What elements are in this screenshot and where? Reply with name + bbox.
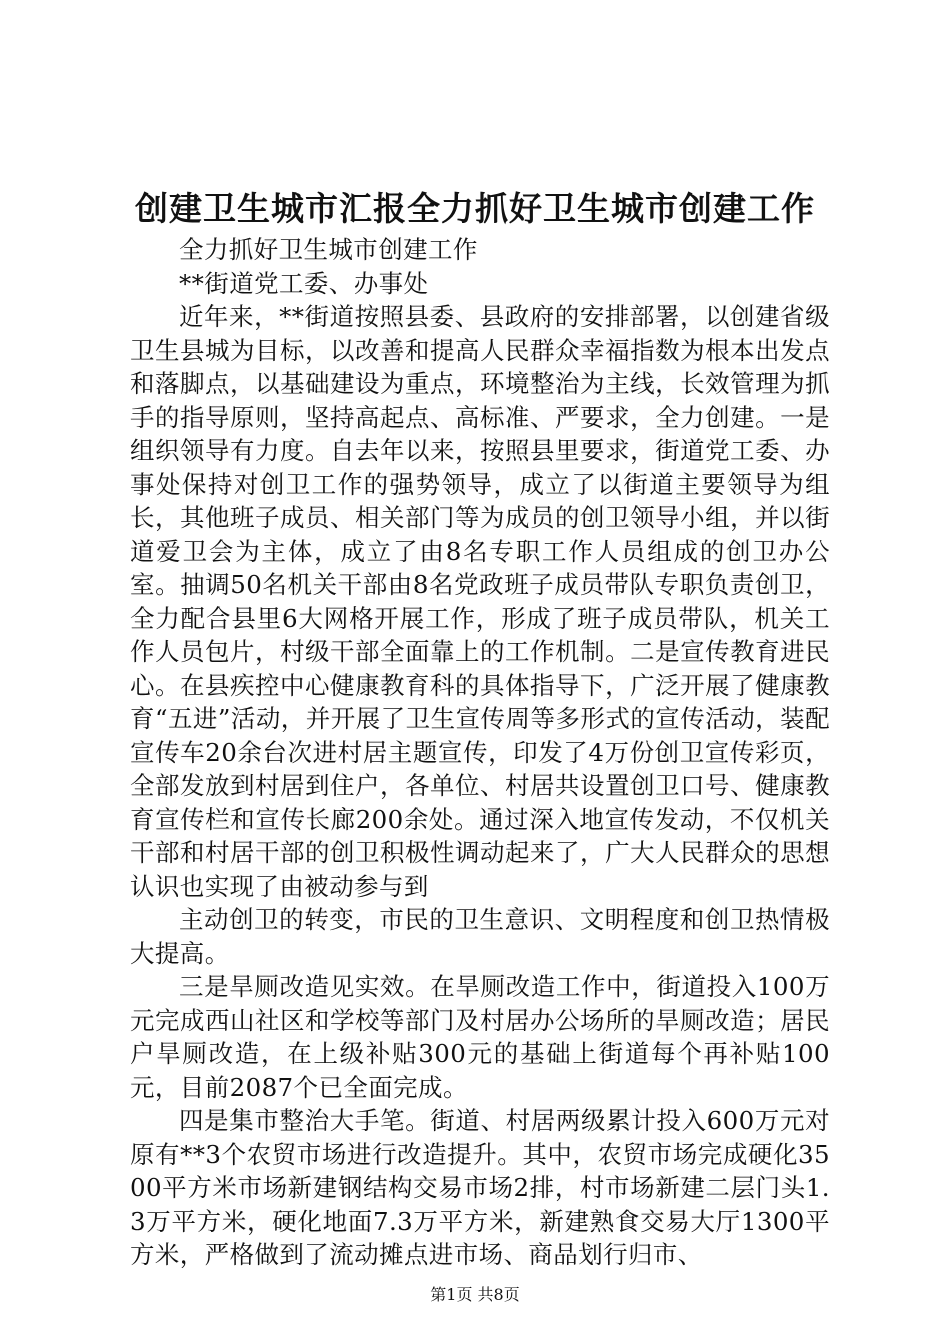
author-paragraph: **街道党工委、办事处 [179, 268, 429, 298]
body-paragraph: 四是集市整治大手笔。街道、村居两级累计投入600万元对原有**3个农贸市场进行改造提升。其中，农贸市场完成硬化3500平方米市场新建钢结构交易市场2排，村市场新建二层门头1.3万平方米，硬化地面7.3万平方米，新建熟食交易大厅1300平方米，严格做到了流动摊点进市场、商品划行归市、 [130, 1106, 830, 1269]
document-title: 创建卫生城市汇报全力抓好卫生城市创建工作 [135, 189, 815, 228]
subtitle-paragraph: 全力抓好卫生城市创建工作 [179, 235, 478, 264]
document-body [130, 233, 830, 1272]
body-paragraph: 近年来，**街道按照县委、县政府的安排部署，以创建省级卫生县城为目标，以改善和提高人民群众幸福指数为根本出发点和落脚点，以基础建设为重点，环境整治为主线，长效管理为抓手的指导原则，坚持高起点、高标准、严要求，全力创建。一是组织领导有力度。自去年以来，按照县里要求，街道党工委、办事处保持对创卫工作的强势领导，成立了以街道主要领导为组长，其他班子成员、相关部门等为成员的创卫领导小组，并以街道爱卫会为主体，成立了由8名专职工作人员组成的创卫办公室。抽调50名机关干部由8名党政班子成员带队专职负责创卫，全力配合县里6大网格开展工作，形成了班子成员带队，机关工作人员包片，村级干部全面靠上的工作机制。二是宣传教育进民心。在县疾控中心健康教育科的具体指导下，广泛开展了健康教育“五进”活动，并开展了卫生宣传周等多形式的宣传活动，装配宣传车20余台次进村居主题宣传，印发了4万份创卫宣传彩页，全部发放到村居到住户，各单位、村居共设置创卫口号、健康教育宣传栏和宣传长廊200余处。通过深入地宣传发动，不仅机关干部和村居干部的创卫积极性调动起来了，广大人民群众的思想认识也实现了由被动参与到 [130, 302, 830, 901]
body-paragraph: 三是旱厕改造见实效。在旱厕改造工作中，街道投入100万元完成西山社区和学校等部门及村居办公场所的旱厕改造；居民户旱厕改造，在上级补贴300元的基础上街道每个再补贴100元，目前2087个已全面完成。 [130, 972, 830, 1102]
body-paragraph: 主动创卫的转变，市民的卫生意识、文明程度和创卫热情极大提高。 [130, 905, 830, 968]
page-number-footer: 第1页 共8页 [430, 1285, 520, 1304]
